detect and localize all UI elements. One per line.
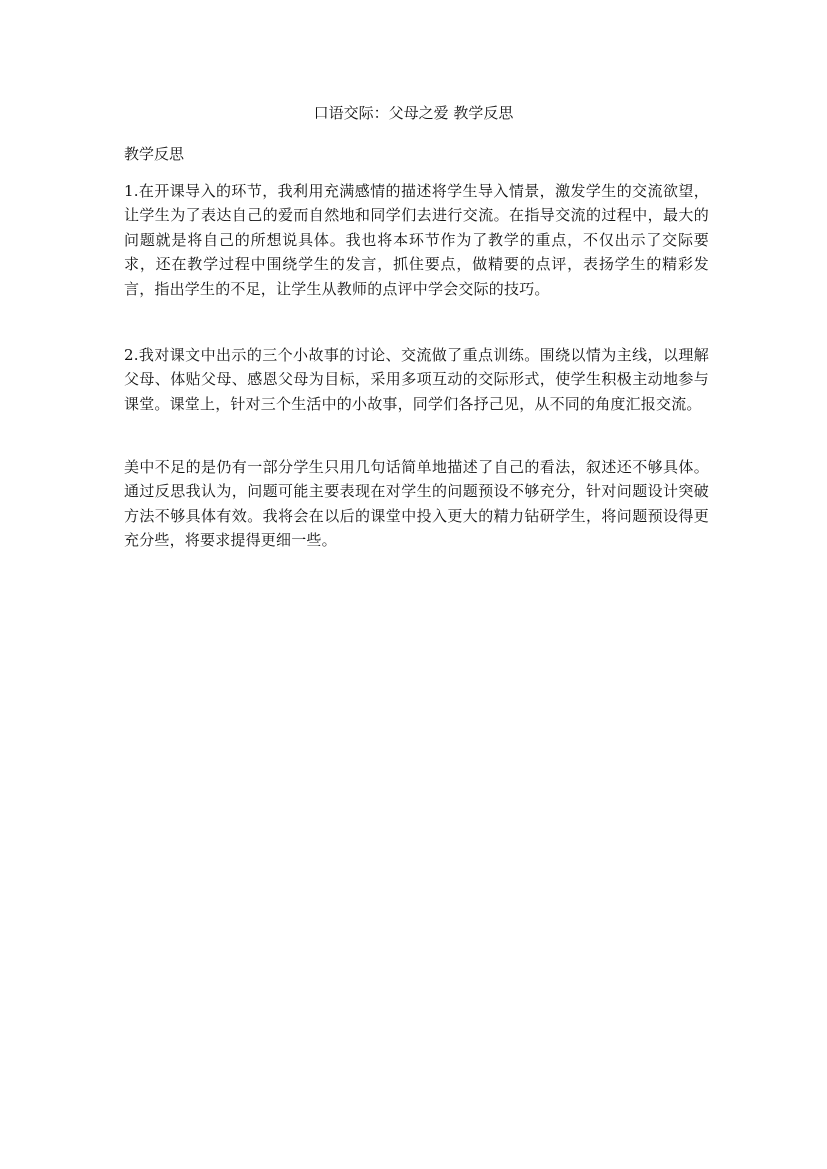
paragraph-3: 美中不足的是仍有一部分学生只用几句话简单地描述了自己的看法，叙述还不够具体。通过反思我认为，问题可能主要表现在对学生的问题预设不够充分，针对问题设计突破方法不够具体有效。我将会在以后的课堂中投入更大的精力钻研学生，将问题预设得更充分些，将要求提得更细一些。 <box>124 458 709 550</box>
document-title: 口语交际：父母之爱 教学反思 <box>313 104 514 122</box>
paragraph-2: 2.我对课文中出示的三个小故事的讨论、交流做了重点训练。围绕以情为主线，以理解父母、体贴父母、感恩父母为目标，采用多项互动的交际形式，使学生积极主动地参与课堂。课堂上，针对三个生活中的小故事，同学们各抒己见，从不同的角度汇报交流。 <box>124 346 709 413</box>
paragraph-1: 1.在开课导入的环节，我利用充满感情的描述将学生导入情景，激发学生的交流欲望，让学生为了表达自己的爱而自然地和同学们去进行交流。在指导交流的过程中，最大的问题就是将自己的所想说具体。我也将本环节作为了教学的重点，不仅出示了交际要求，还在教学过程中围绕学生的发言，抓住要点，做精要的点评，表扬学生的精彩发言，指出学生的不足，让学生从教师的点评中学会交际的技巧。 <box>124 182 709 298</box>
section-heading: 教学反思 <box>124 145 185 163</box>
